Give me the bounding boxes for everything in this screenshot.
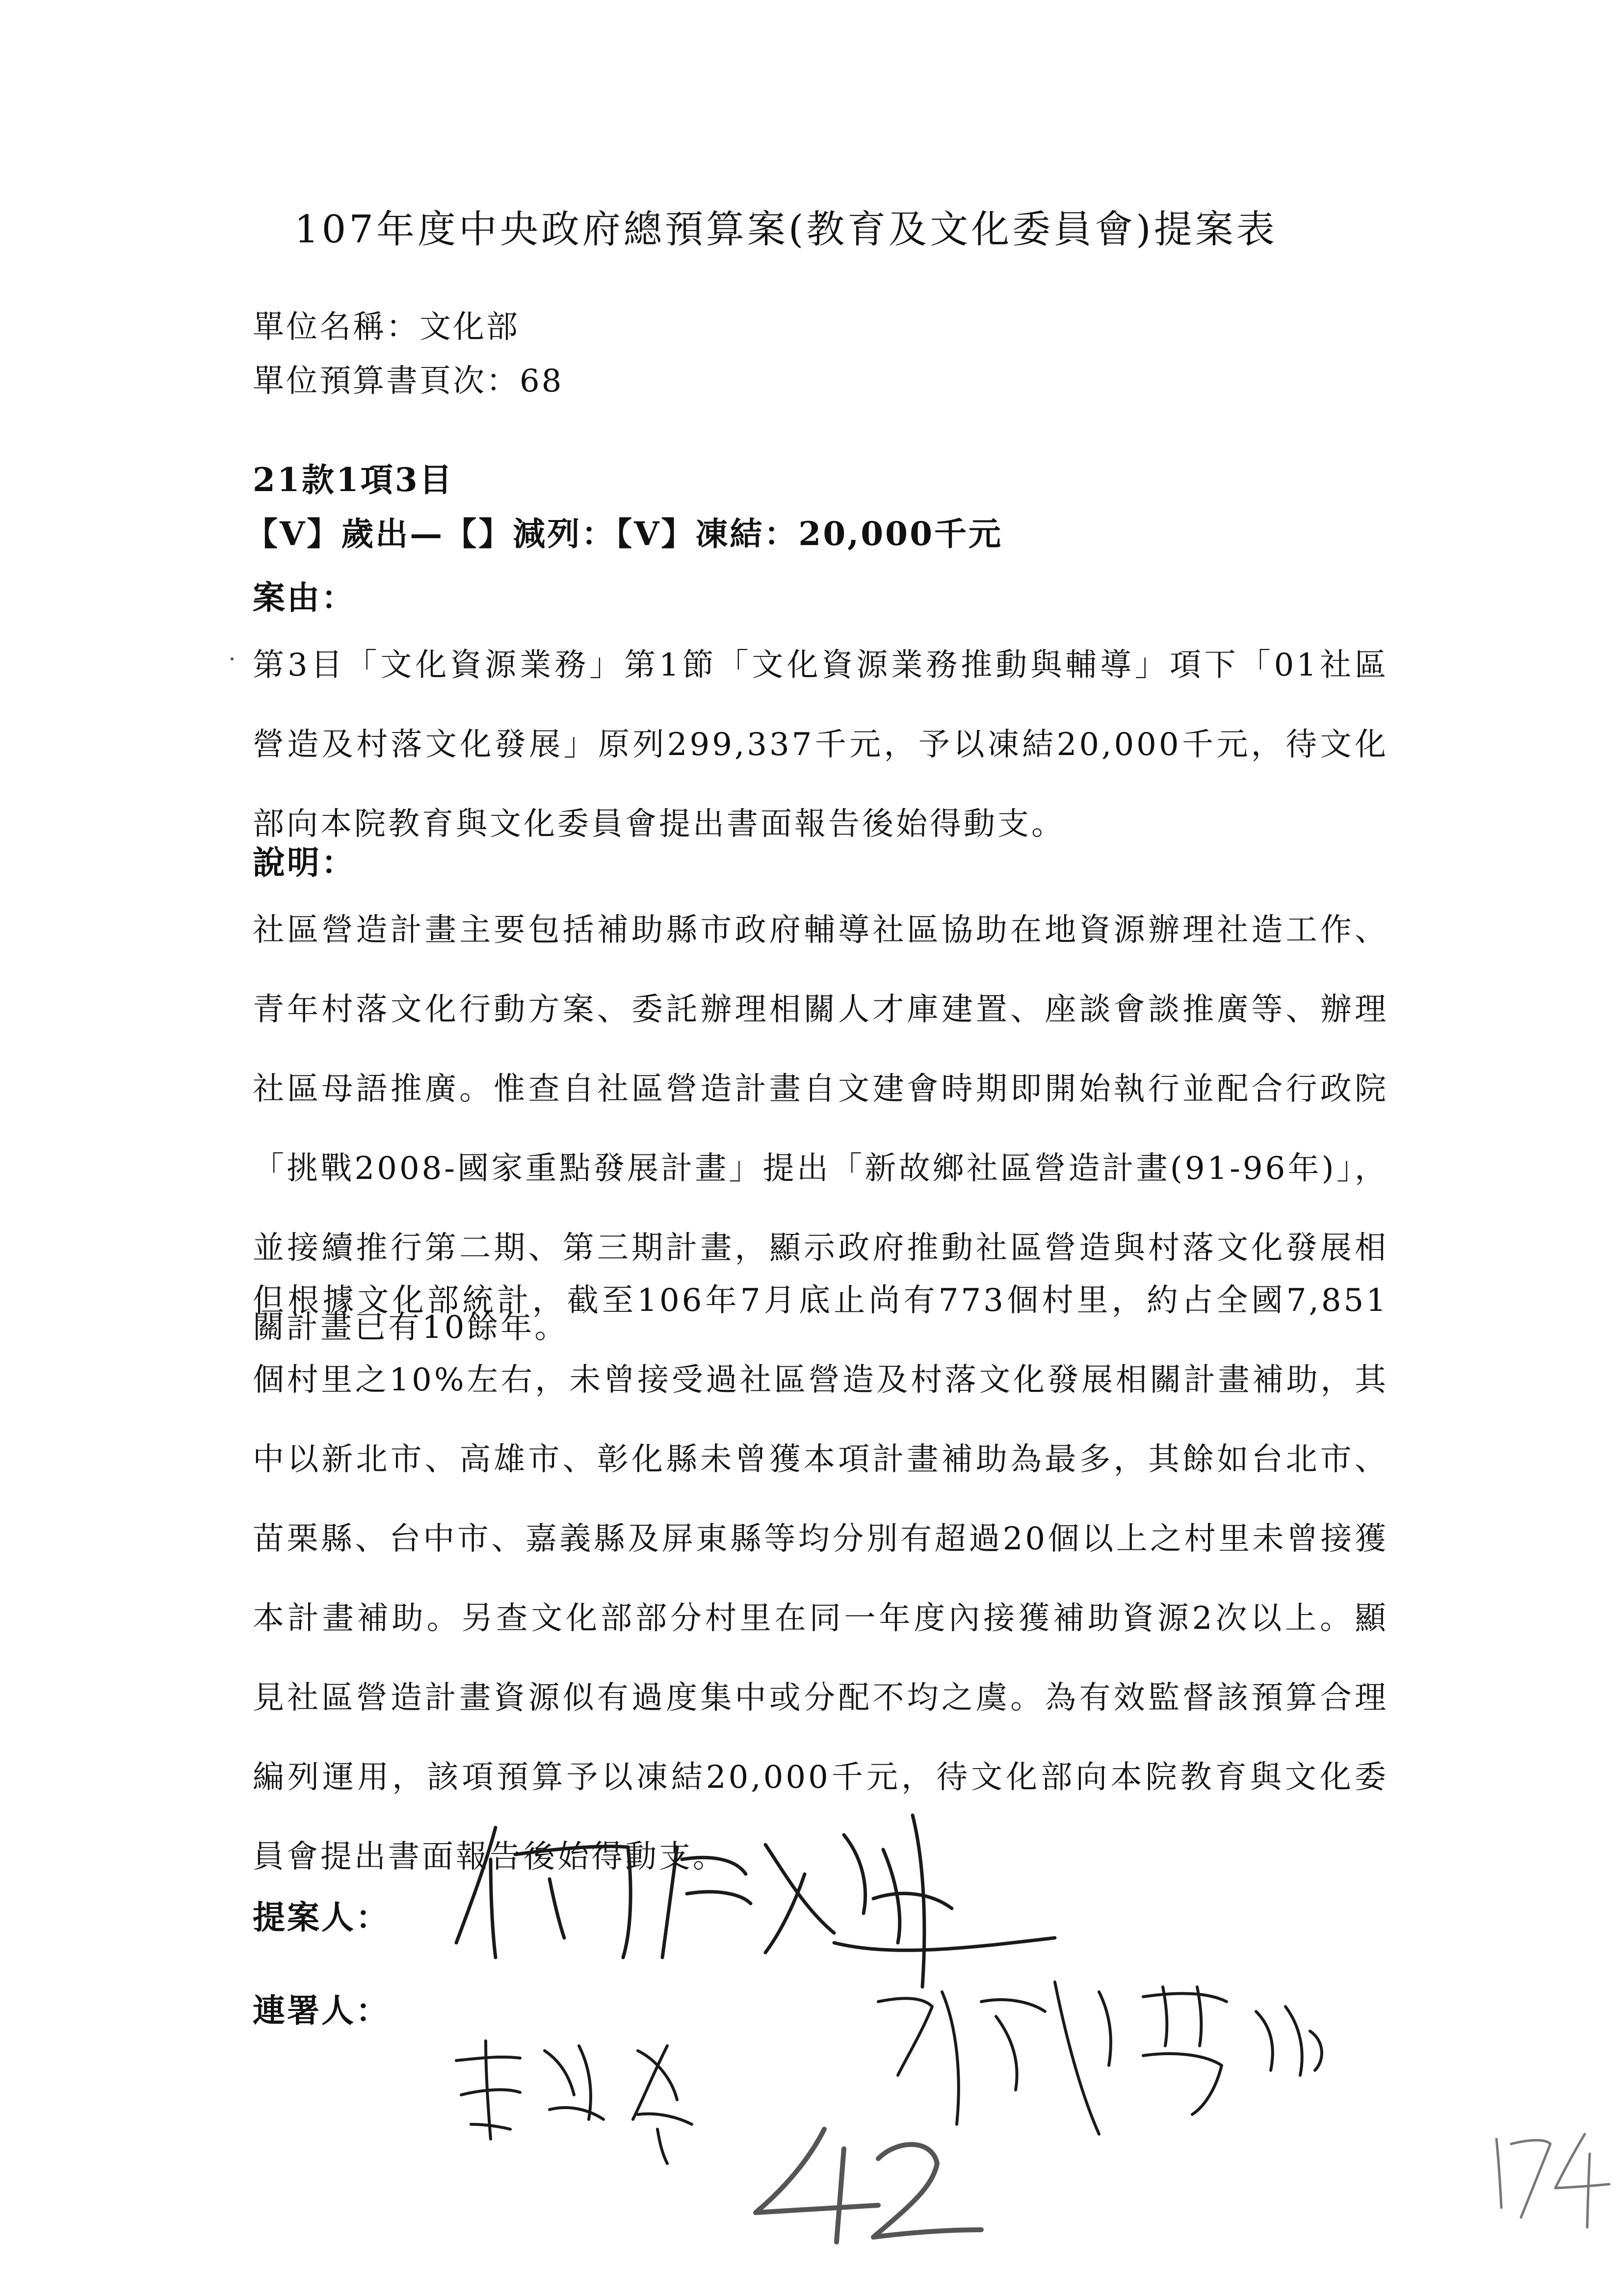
handwritten-42 bbox=[756, 2129, 981, 2242]
action-line: 【V】歲出—【】減列：【V】凍結：20,000千元 bbox=[245, 515, 1003, 553]
document-title: 107年度中央政府總預算案(教育及文化委員會)提案表 bbox=[294, 208, 1278, 252]
cosigner-signature-2 bbox=[878, 1982, 1322, 2134]
reason-heading: 案由： bbox=[253, 578, 356, 617]
unit-name: 單位名稱：文化部 bbox=[253, 309, 520, 345]
proposer-label: 提案人： bbox=[253, 1898, 390, 1936]
budget-section: 21款1項3目 bbox=[253, 461, 454, 499]
cosigner-label: 連署人： bbox=[253, 1991, 390, 2030]
explanation-heading: 說明： bbox=[253, 843, 356, 882]
handwritten-page-174 bbox=[1496, 2134, 1609, 2227]
cosigner-signature-1 bbox=[456, 2041, 692, 2164]
budget-page-reference: 單位預算書頁次：68 bbox=[253, 363, 564, 399]
scan-mark bbox=[231, 657, 234, 660]
explanation-paragraph-1: 社區營造計畫主要包括補助縣市政府輔導社區協助在地資源辦理社造工作、青年村落文化行動方案、委託辦理相關人才庫建置、座談會談推廣等、辦理社區母語推廣。惟查自社區營造計畫自文建會時期即開始執行並配合行政院「挑戰2008-國家重點發展計畫」提出「新故鄉社區營造計畫(91-96年)」，並接續推行第二期、第三期計畫，顯示政府推動社區營造與村落文化發展相關計畫已有10餘年。 bbox=[253, 912, 1388, 1346]
explanation-paragraph-2: 但根據文化部統計，截至106年7月底止尚有773個村里，約占全國7,851個村里之10%左右，未曾接受過社區營造及村落文化發展相關計畫補助，其中以新北市、高雄市、彰化縣未曾獲本項計畫補助為最多，其餘如台北市、苗栗縣、台中市、嘉義縣及屏東縣等均分別有超過20個以上之村里未曾接獲本計畫補助。另查文化部部分村里在同一年度內接獲補助資源2次以上。顯見社區營造計畫資源似有過度集中或分配不均之虞。為有效監督該預算合理編列運用，該項預算予以凍結20,000千元，待文化部向本院教育與文化委員會提出書面報告後始得動支。 bbox=[253, 1282, 1388, 1875]
reason-text: 第3目「文化資源業務」第1節「文化資源業務推動與輔導」項下「01社區營造及村落文化發展」原列299,337千元，予以凍結20,000千元，待文化部向本院教育與文化委員會提出書面報告後始得動支。 bbox=[253, 647, 1388, 842]
